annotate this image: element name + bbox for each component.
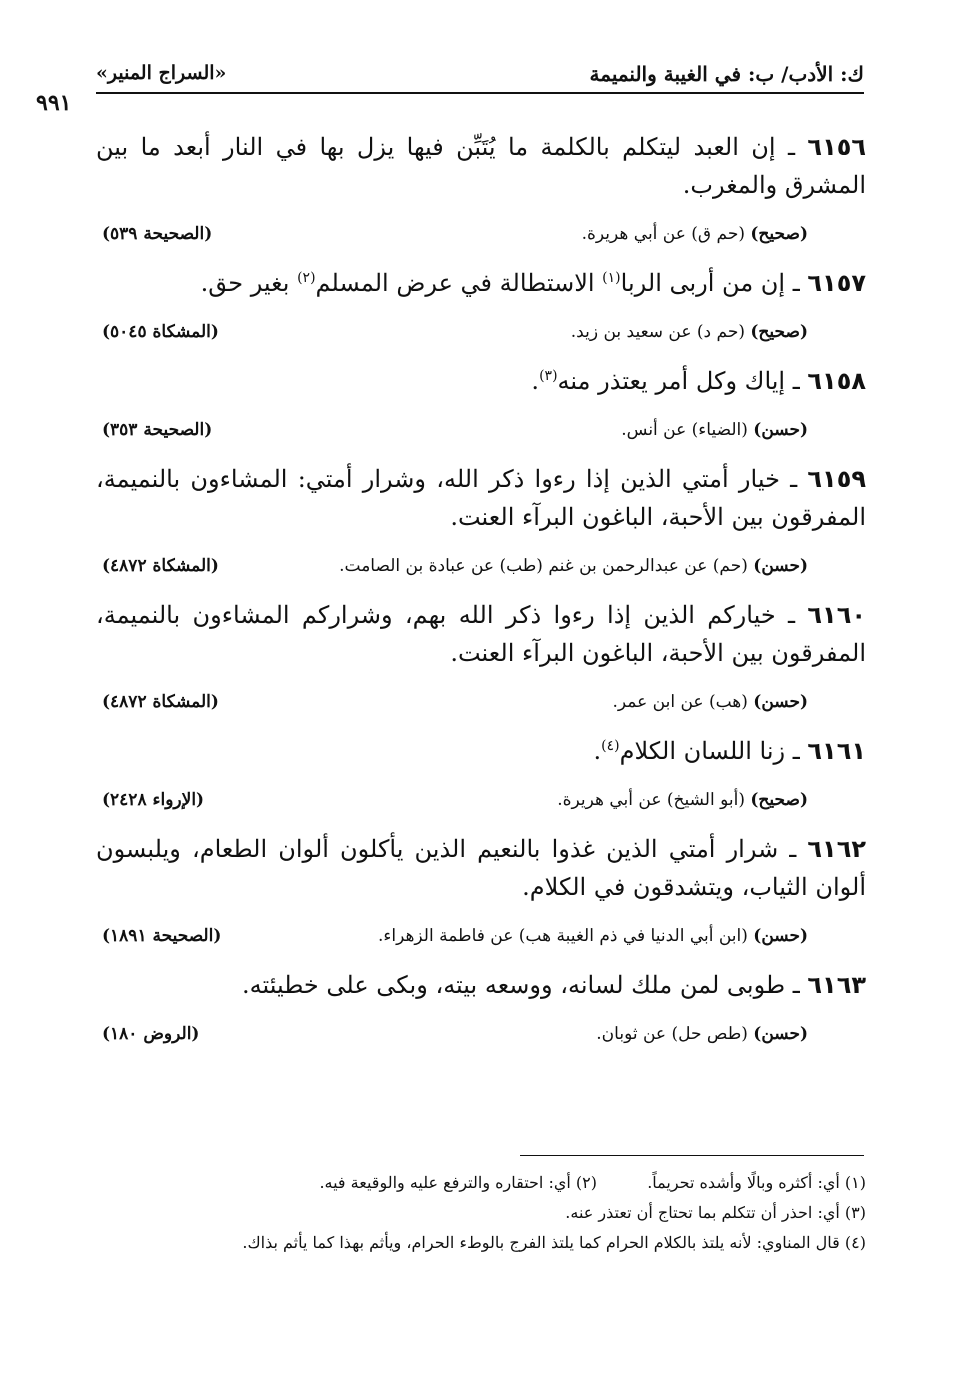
source-line [96,784,866,816]
footnote-ref[interactable]: (٤) [601,738,620,754]
grade: (حسن) [753,1024,808,1044]
reference: (الصحيحة ١٨٩١) [102,926,222,946]
hadith-body: إن العبد ليتكلم بالكلمة ما يُتَبِّن فيها يزل بها في النار أبعد ما بين المشرق والمغرب. [96,133,866,199]
chapter-heading: ك: الأدب/ ب: في الغيبة والنميمة [589,62,864,86]
source: (حم د) عن سعيد بن زيد. [570,322,745,342]
hadith-entry [96,128,866,250]
reference: (الروض ١٨٠) [102,1024,200,1044]
footnote-text: أي: أكثره وبالًا وأشده تحريماً. [647,1173,840,1192]
hadith-list [96,128,866,1064]
hadith-body: طوبى لمن ملك لسانه، ووسعه بيته، وبكى على خطيئته. [242,971,786,999]
hadith-body: زنا اللسان الكلام [619,737,786,765]
source-line [96,686,866,718]
hadith-body: الاستطالة في عرض المسلم [315,269,603,297]
reference: (الإرواء ٢٤٢٨) [102,790,205,810]
source: (طص حل) عن ثوبان. [596,1024,748,1044]
hadith-entry [96,264,866,348]
grade: (حسن) [753,692,808,712]
page-number: ٩٩١ [36,90,72,116]
hadith-number: ٦١٦٠ [807,601,866,629]
reference: (الصحيحة ٥٣٩) [102,224,213,244]
hadith-entry [96,966,866,1050]
hadith-number: ٦١٥٧ [807,269,866,297]
hadith-entry [96,732,866,816]
running-header [96,62,864,92]
source: (الضياء) عن أنس. [621,420,748,440]
footnote-text: قال المناوي: لأنه يلتذ بالكلام الحرام كما يلتذ الفرج بالوطء الحرام، ويأثم بهذا كما يأثم بذاك. [242,1233,840,1252]
footnote-mark: (٣) [844,1203,866,1222]
footnote-ref[interactable]: (٣) [539,368,558,384]
hadith-entry [96,460,866,582]
footnote-text: أي: احتقاره والترفع عليه والوقيعة فيه. [319,1173,571,1192]
hadith-text: ٦١٥٩ ـ خيار أمتي الذين إذا رءوا ذكر الله، وشرار أمتي: المشاءون بالنميمة، المفرقون بين الأحبة، الباغون البرآء العنت. [96,465,866,531]
hadith-text: ٦١٦١ ـ زنا اللسان الكلام$^{(٤)}$. [593,737,866,765]
grade: (حسن) [753,926,808,946]
source-line [96,218,866,250]
source-line [96,550,866,582]
grade: (صحيح) [750,224,808,244]
hadith-body: . [531,367,540,395]
footnote-mark: (١) [844,1173,866,1192]
footnotes [96,1168,866,1258]
grade: (حسن) [753,556,808,576]
footnote-ref[interactable]: (٢) [297,270,316,286]
hadith-text: ٦١٦٠ ـ خياركم الذين إذا رءوا ذكر الله بهم، وشراركم المشاءون بالنميمة، المفرقون بين الأحبة، الباغون البرآء العنت. [96,601,866,667]
source: (هب) عن ابن عمر. [612,692,748,712]
hadith-number: ٦١٥٨ [807,367,866,395]
source: (ابن أبي الدنيا في ذم الغيبة هب) عن فاطمة الزهراء. [377,926,748,946]
grade: (صحيح) [750,322,808,342]
hadith-body: خيار أمتي الذين إذا رءوا ذكر الله، وشرار أمتي: المشاءون بالنميمة، المفرقون بين الأحبة، الباغون البرآء العنت. [96,465,866,531]
source: (حم ق) عن أبي هريرة. [581,224,745,244]
hadith-text: ٦١٦٢ ـ شرار أمتي الذين غذوا بالنعيم الذين يأكلون ألوان الطعام، ويلبسون ألوان الثياب، ويتشدقون في الكلام. [96,835,866,901]
footnote-text: أي: احذر أن تتكلم بما تحتاج أن تعتذر عنه. [565,1203,840,1222]
source-line [96,414,866,446]
footnote-line [96,1168,866,1198]
source-line [96,920,866,952]
hadith-text: ٦١٥٦ ـ إن العبد ليتكلم بالكلمة ما يُتَبِّن فيها يزل بها في النار أبعد ما بين المشرق والمغرب. [96,133,867,199]
reference: (المشكاة ٤٨٧٢) [102,692,219,712]
hadith-text: ٦١٥٨ ـ إياك وكل أمر يعتذر منه$^{(٣)}$. [531,367,866,395]
reference: (الصحيحة ٣٥٣) [102,420,213,440]
footnote-line [96,1228,866,1258]
footnote-ref[interactable]: (١) [602,270,621,286]
footnote-mark: (٢) [575,1173,597,1192]
hadith-text: ٦١٦٣ ـ طوبى لمن ملك لسانه، ووسعه بيته، وبكى على خطيئته. [242,971,866,999]
book-title: «السراج المنير» [96,62,227,84]
footnote-rule [520,1155,864,1156]
hadith-number: ٦١٦١ [807,737,866,765]
hadith-number: ٦١٦٢ [807,835,866,863]
hadith-entry [96,362,866,446]
hadith-body: خياركم الذين إذا رءوا ذكر الله بهم، وشراركم المشاءون بالنميمة، المفرقون بين الأحبة، الباغون البرآء العنت. [96,601,866,667]
source: (أبو الشيخ) عن أبي هريرة. [557,790,745,810]
hadith-entry [96,596,866,718]
hadith-number: ٦١٥٩ [807,465,866,493]
reference: (المشكاة ٥٠٤٥) [102,322,219,342]
hadith-number: ٦١٦٣ [807,971,866,999]
grade: (صحيح) [750,790,808,810]
hadith-entry [96,830,866,952]
grade: (حسن) [753,420,808,440]
hadith-body: إن من أربى الربا [620,269,786,297]
source-line [96,1018,866,1050]
hadith-body: بغير حق. [200,269,298,297]
footnote-mark: (٤) [844,1233,866,1252]
hadith-body: إياك وكل أمر يعتذر منه [557,367,786,395]
header-rule [96,92,864,94]
source: (حم) عن عبدالرحمن بن غنم (طب) عن عبادة بن الصامت. [339,556,748,576]
source-line [96,316,866,348]
hadith-body: . [593,737,602,765]
footnote-line [96,1198,866,1228]
reference: (المشكاة ٤٨٧٢) [102,556,219,576]
hadith-text: ٦١٥٧ ـ إن من أربى الربا$^{(١)}$ الاستطالة في عرض المسلم$^{(٢)}$ بغير حق. [200,269,866,297]
hadith-number: ٦١٥٦ [807,133,867,161]
hadith-body: شرار أمتي الذين غذوا بالنعيم الذين يأكلون ألوان الطعام، ويلبسون ألوان الثياب، ويتشدقون في الكلام. [96,835,866,901]
